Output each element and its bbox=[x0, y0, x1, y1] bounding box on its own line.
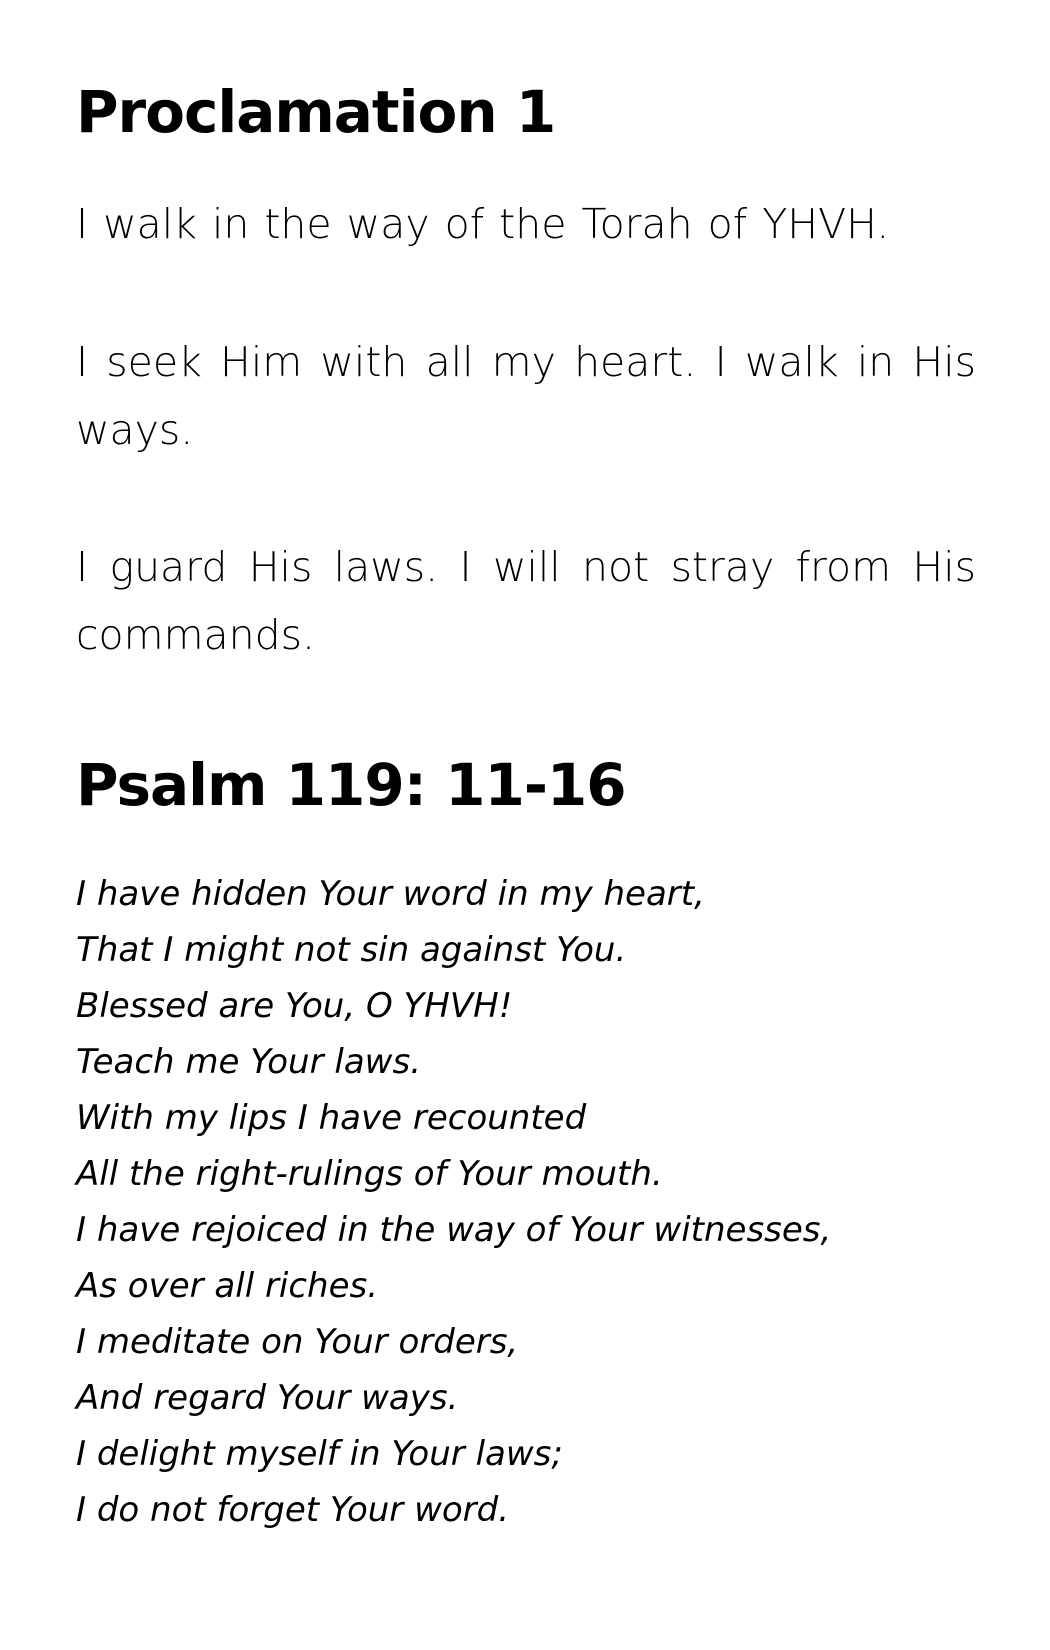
psalm-line: I have hidden Your word in my heart, bbox=[76, 874, 705, 914]
psalm-title: Psalm 119: 11-16 bbox=[76, 751, 626, 819]
proclamation-paragraph: I walk in the way of the Torah of YHVH. bbox=[76, 200, 890, 248]
psalm-line: And regard Your ways. bbox=[76, 1378, 459, 1418]
psalm-line: Teach me Your laws. bbox=[76, 1042, 421, 1082]
proclamation-paragraph: I guard His laws. I will not stray from His commands. bbox=[76, 543, 976, 659]
psalm-verses bbox=[76, 866, 976, 1538]
psalm-line: I have rejoiced in the way of Your witnesses, bbox=[76, 1210, 832, 1250]
psalm-line: Blessed are You, O YHVH! bbox=[76, 986, 513, 1026]
psalm-line: All the right-rulings of Your mouth. bbox=[76, 1154, 663, 1194]
psalm-line: I do not forget Your word. bbox=[76, 1490, 510, 1530]
psalm-line: As over all riches. bbox=[76, 1266, 379, 1306]
proclamation-title: Proclamation 1 bbox=[76, 78, 556, 146]
psalm-line: That I might not sin against You. bbox=[76, 930, 627, 970]
psalm-line: I meditate on Your orders, bbox=[76, 1322, 519, 1362]
proclamation-paragraph: I seek Him with all my heart. I walk in His ways. bbox=[76, 338, 976, 454]
psalm-line: I delight myself in Your laws; bbox=[76, 1434, 563, 1474]
psalm-line: With my lips I have recounted bbox=[76, 1098, 587, 1138]
